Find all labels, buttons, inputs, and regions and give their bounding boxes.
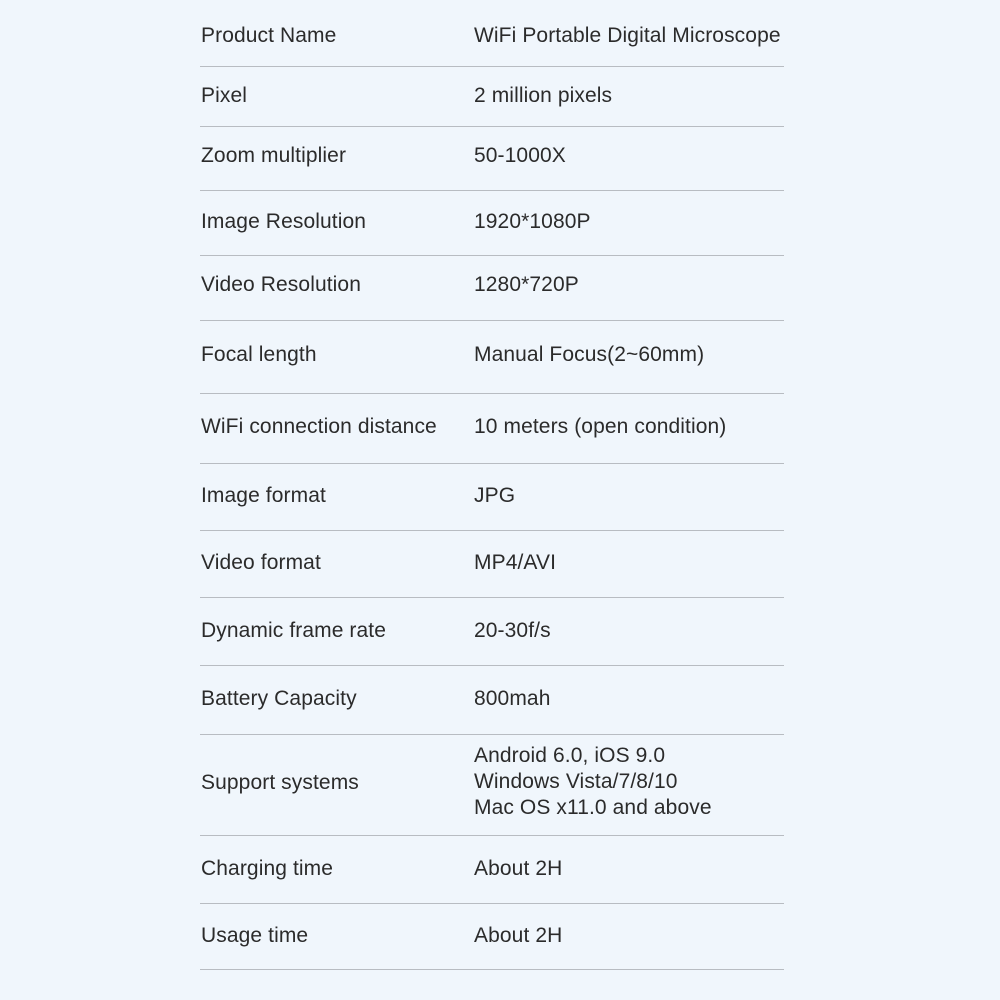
spec-value: WiFi Portable Digital Microscope: [474, 24, 781, 47]
spec-value-line: Android 6.0, iOS 9.0: [474, 744, 666, 767]
row-divider: [200, 126, 784, 127]
row-divider: [200, 66, 784, 67]
spec-value: 1920*1080P: [474, 210, 591, 233]
row-divider: [200, 393, 784, 394]
spec-label: Dynamic frame rate: [201, 619, 387, 642]
spec-value: About 2H: [474, 857, 563, 880]
spec-label: Pixel: [201, 84, 248, 107]
spec-label: Focal length: [201, 343, 317, 366]
spec-label: Image Resolution: [201, 210, 367, 233]
spec-label: Charging time: [201, 857, 334, 880]
row-divider: [200, 530, 784, 531]
row-divider: [200, 734, 784, 735]
spec-value: 800mah: [474, 687, 551, 710]
spec-value: MP4/AVI: [474, 551, 557, 574]
spec-value-line: Mac OS x11.0 and above: [474, 796, 712, 819]
row-divider: [200, 665, 784, 666]
spec-label: Video Resolution: [201, 273, 361, 296]
row-divider: [200, 835, 784, 836]
spec-value: 2 million pixels: [474, 84, 613, 107]
spec-label: WiFi connection distance: [201, 415, 437, 438]
spec-label: Product Name: [201, 24, 337, 47]
row-divider: [200, 597, 784, 598]
row-divider: [200, 903, 784, 904]
spec-label: Zoom multiplier: [201, 144, 347, 167]
spec-value-line: Windows Vista/7/8/10: [474, 770, 678, 793]
spec-value: 50-1000X: [474, 144, 566, 167]
row-divider: [200, 255, 784, 256]
spec-value: Manual Focus(2~60mm): [474, 343, 705, 366]
spec-value: [474, 743, 712, 821]
row-divider: [200, 969, 784, 970]
row-divider: [200, 463, 784, 464]
spec-value: About 2H: [474, 924, 563, 947]
spec-label: Image format: [201, 484, 326, 507]
spec-value: 20-30f/s: [474, 619, 551, 642]
spec-value: 1280*720P: [474, 273, 579, 296]
spec-value: 10 meters (open condition): [474, 415, 727, 438]
row-divider: [200, 320, 784, 321]
spec-label: Video format: [201, 551, 321, 574]
spec-label: Battery Capacity: [201, 687, 357, 710]
row-divider: [200, 190, 784, 191]
spec-value: JPG: [474, 484, 516, 507]
spec-label: Support systems: [201, 771, 359, 794]
spec-label: Usage time: [201, 924, 309, 947]
